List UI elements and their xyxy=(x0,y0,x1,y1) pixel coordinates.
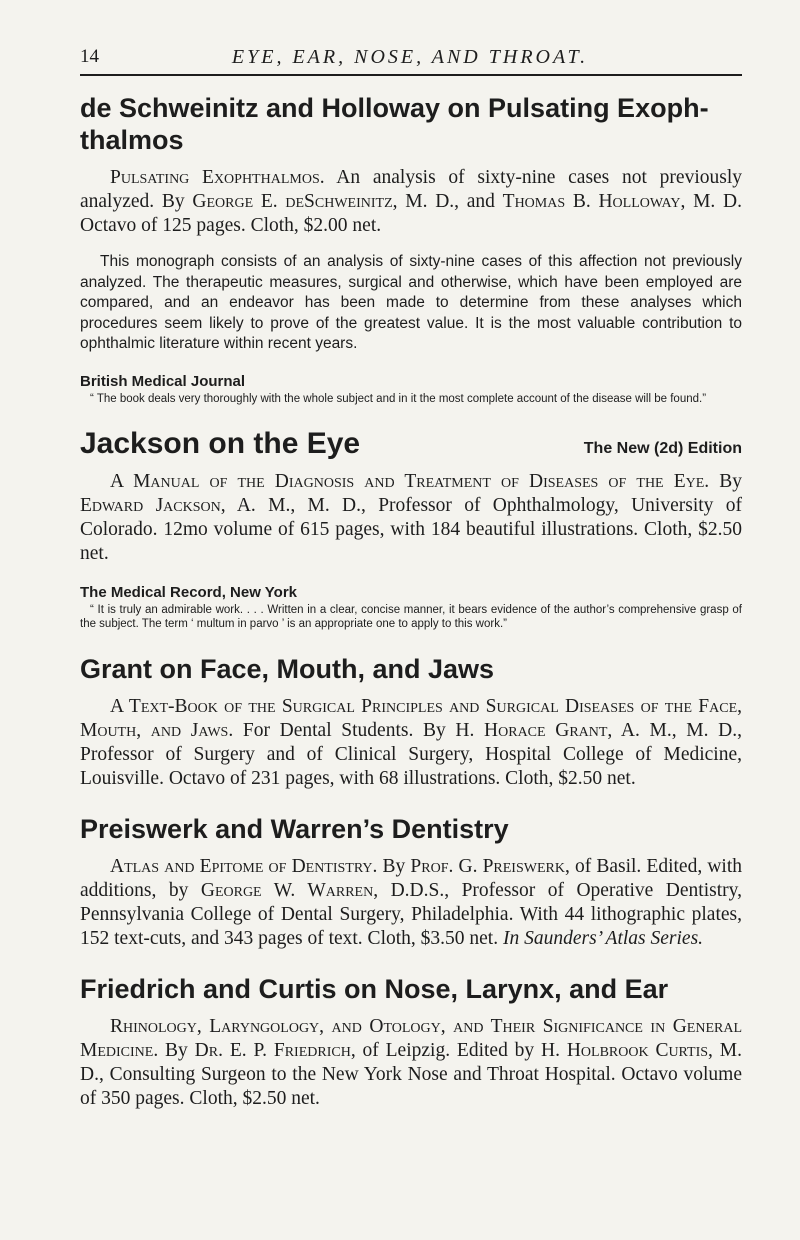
book-entry xyxy=(80,428,742,631)
heading-row xyxy=(80,428,742,460)
entry-heading: Grant on Face, Mouth, and Jaws xyxy=(80,653,495,684)
running-head xyxy=(80,46,740,76)
book-entry xyxy=(80,813,742,951)
book-entry xyxy=(80,653,742,791)
header-rule xyxy=(80,74,742,76)
entry-title: A Text-Book of the Surgical Principles and Surgical Diseases of the Face, Mouth, and Jaws. xyxy=(80,695,742,741)
review-source: The Medical Record, New York xyxy=(80,583,298,601)
entry-title: Atlas and Epitome of Dentistry. xyxy=(110,855,378,877)
entry-heading: Jackson on the Eye xyxy=(80,426,361,460)
running-title: EYE, EAR, NOSE, AND THROAT. xyxy=(231,46,589,68)
author-name: H. Horace Grant, xyxy=(455,719,613,741)
entry-description: A Text-Book of the Surgical Principles and Surgical Diseases of the Face, Mouth, and Jaws. For Dental Students. By H. Horace Grant, A. M., M. D., Professor of Surgery and of Clinical Surgery, Hospital College of Medicine, Louisville. Octavo of 231 pages, with 68 illustrations. Cloth, $2.50 net. xyxy=(80,695,742,789)
series-note: In Saunders’ Atlas Series. xyxy=(502,927,704,949)
page-number: 14 xyxy=(80,46,99,67)
entry-description: Pulsating Exophthalmos. An analysis of sixty-nine cases not previously analyzed. By George E. deSchweinitz, M. D., and Thomas B. Holloway, M. D. Octavo of 125 pages. Cloth, $2.00 net. xyxy=(80,167,743,236)
review-quote: “ The book deals very thoroughly with the whole subject and in it the most complete account of the disease will be found.” xyxy=(90,392,707,405)
entry-title: Pulsating Exophthalmos. xyxy=(110,167,325,188)
author-name: George W. Warren, xyxy=(200,879,379,901)
edition-note: The New (2d) Edition xyxy=(583,439,742,457)
entry-heading: Friedrich and Curtis on Nose, Larynx, and Ear xyxy=(80,973,669,1004)
entry-description: Rhinology, Laryngology, and Otology, and Their Significance in General Medicine. By Dr. E. P. Friedrich, of Leipzig. Edited by H. Holbrook Curtis, M. D., Consulting Surgeon to the New York Nose and Throat Hospital. Octavo volume of 350 pages. Cloth, $2.50 net. xyxy=(80,1015,743,1109)
author-name: H. Holbrook Curtis, xyxy=(541,1039,713,1061)
author-name: Edward Jackson, xyxy=(80,494,226,516)
review-source: British Medical Journal xyxy=(80,372,246,390)
entry-title: A Manual of the Diagnosis and Treatment of Diseases of the Eye. xyxy=(110,470,710,492)
catalog-listing xyxy=(80,92,742,1111)
entry-title: Rhinology, Laryngology, and Otology, and Their Significance in General Medicine. xyxy=(80,1015,742,1061)
entry-heading xyxy=(80,92,742,156)
review-quote: “ It is truly an admirable work. . . . Written in a clear, concise manner, it bears evidence of the author’s comprehensive grasp of the subject. The term ‘ multum in parvo ’ is an appropriate one to apply to this work.” xyxy=(80,603,742,630)
entry-heading: Preiswerk and Warren’s Dentistry xyxy=(80,813,509,844)
author-name: Prof. G. Preiswerk, xyxy=(410,855,570,877)
entry-description: A Manual of the Diagnosis and Treatment of Diseases of the Eye. By Edward Jackson, A. M., M. D., Professor of Ophthalmology, University of Colorado. 12mo volume of 615 pages, with 184 beautiful illustrations. Cloth, $2.50 net. xyxy=(80,470,742,564)
book-entry xyxy=(80,92,742,406)
author-name: Thomas B. Holloway, M. D. xyxy=(502,191,742,212)
heading-line: de Schweinitz and Holloway on Pulsating Exoph- xyxy=(80,93,709,123)
heading-line: thalmos xyxy=(80,125,184,155)
author-name: George E. deSchweinitz, M. D., xyxy=(192,191,460,212)
author-name: Dr. E. P. Friedrich, xyxy=(194,1039,356,1061)
book-entry xyxy=(80,973,742,1111)
entry-summary: This monograph consists of an analysis of sixty-nine cases of this affection not previously analyzed. The therapeutic measures, surgical and otherwise, which have been employed are compared, and an endeavor has been made to determine from these analyses which procedures seem likely to prove of the greatest value. It is the most valuable contribution to ophthalmic literature within recent years. xyxy=(80,253,742,352)
entry-description: Atlas and Epitome of Dentistry. By Prof. G. Preiswerk, of Basil. Edited, with additions, by George W. Warren, D.D.S., Professor of Operative Dentistry, Pennsylvania College of Dental Surgery, Philadelphia. With 44 lithographic plates, 152 text-cuts, and 343 pages of text. Cloth, $3.50 net. In Saunders’ Atlas Series. xyxy=(80,855,742,949)
